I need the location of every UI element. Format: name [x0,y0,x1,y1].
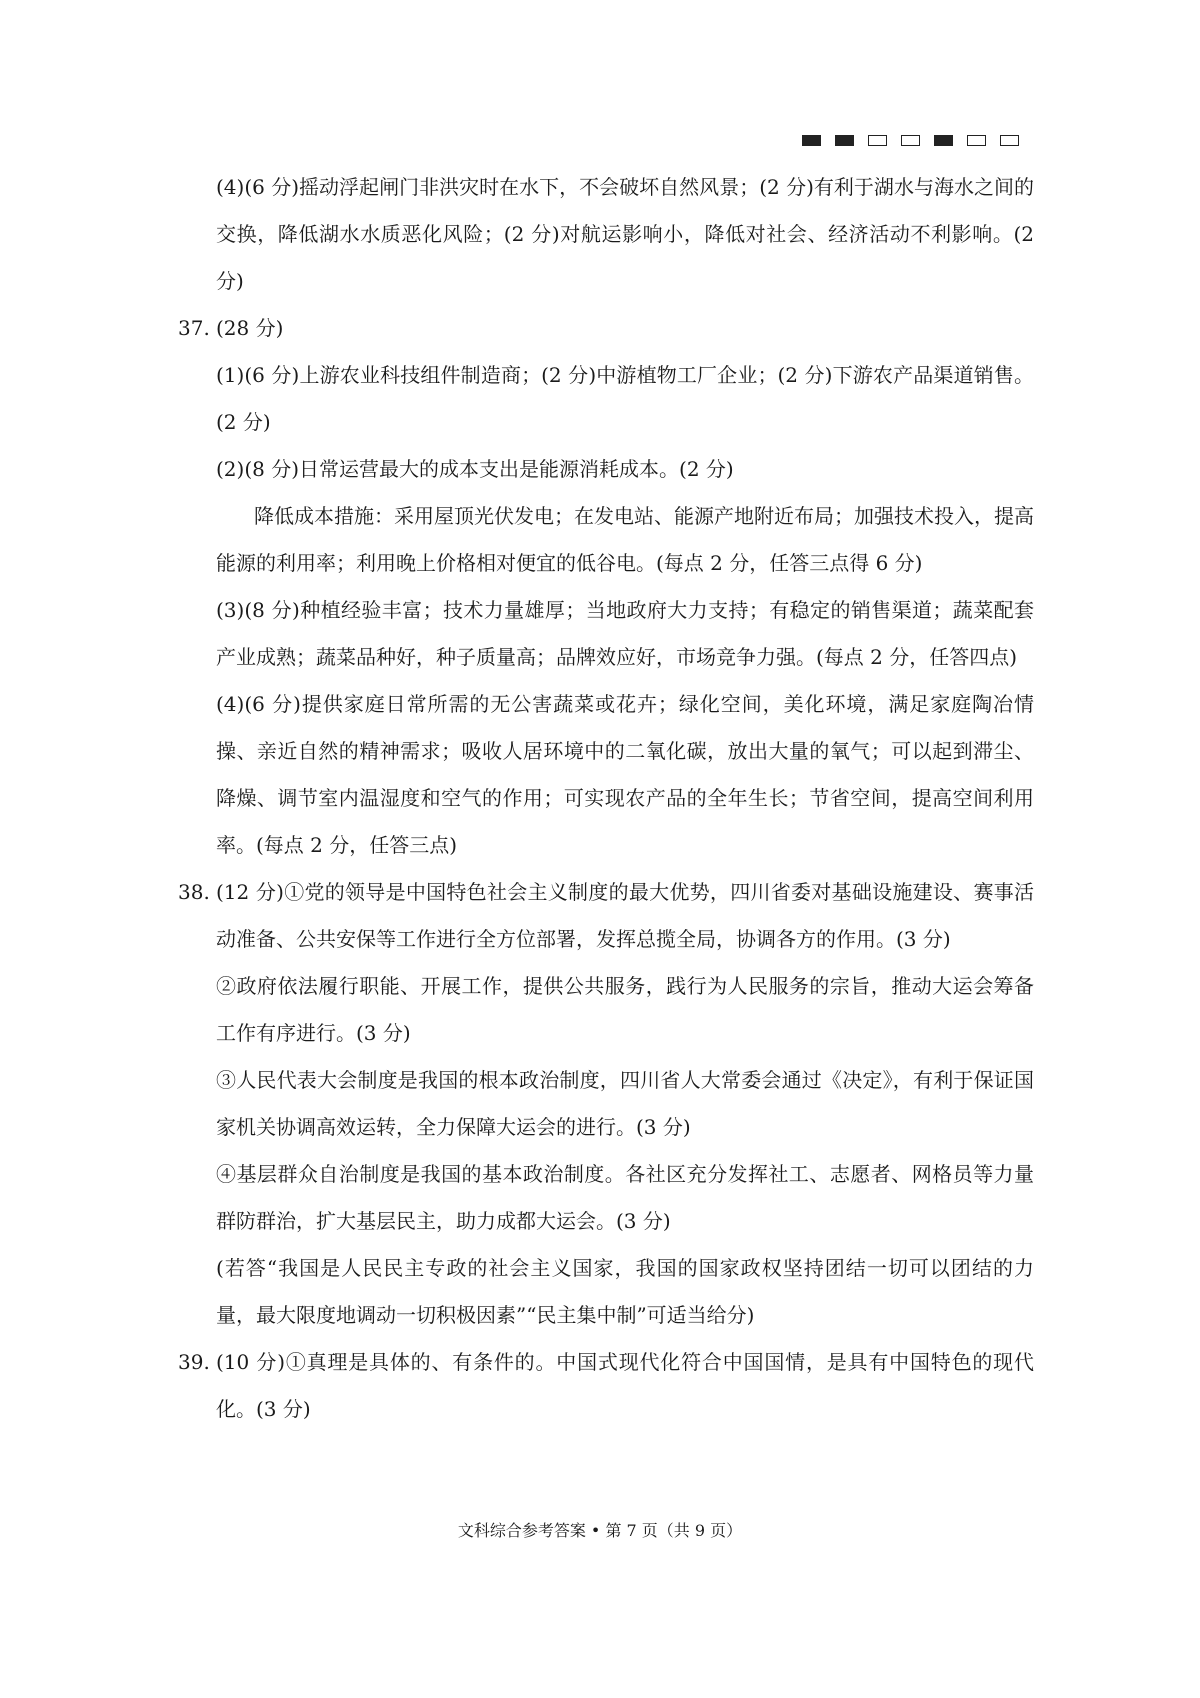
header-mark-empty [901,135,920,146]
q36-part4: (4)(6 分)摇动浮起闸门非洪灾时在水下，不会破坏自然风景；(2 分)有利于湖水与海水之间的交换，降低湖水水质恶化风险；(2 分)对航运影响小，降低对社会、经济活动不利影响。(2 分) [216,175,1034,293]
q37-heading [178,305,1034,352]
answer-content [178,164,1034,1433]
q39-text-1: (10 分)①真理是具体的、有条件的。中国式现代化符合中国国情，是具有中国特色的现代化。(3 分) [216,1350,1034,1421]
q38-number: 38. [178,880,210,904]
header-mark-filled [934,135,953,146]
q39-number: 39. [178,1350,210,1374]
q38-paragraph-5: (若答“我国是人民民主专政的社会主义国家，我国的国家政权坚持团结一切可以团结的力量，最大限度地调动一切积极因素”“民主集中制”可适当给分) [216,1256,1034,1327]
q37-part2: (2)(8 分)日常运营最大的成本支出是能源消耗成本。(2 分) [216,457,734,481]
q39-paragraph-1 [178,1339,1034,1433]
q38-text-1: (12 分)①党的领导是中国特色社会主义制度的最大优势，四川省委对基础设施建设、赛事活动准备、公共安保等工作进行全方位部署，发挥总揽全局，协调各方的作用。(3 分) [216,880,1034,951]
q37-number: 37. [178,316,210,340]
header-mark-empty [1000,135,1019,146]
page-footer: 文科综合参考答案 • 第 7 页（共 9 页） [457,1521,743,1540]
header-mark-empty [967,135,986,146]
header-mark-filled [802,135,821,146]
q37-part4: (4)(6 分)提供家庭日常所需的无公害蔬菜或花卉；绿化空间，美化环境，满足家庭陶冶情操、亲近自然的精神需求；吸收人居环境中的二氧化碳，放出大量的氧气；可以起到滞尘、降燥、调节室内温湿度和空气的作用；可实现农产品的全年生长；节省空间，提高空间利用率。(每点 2 分，任答三点) [216,692,1034,857]
q38-paragraph-1 [178,869,1034,963]
q38-paragraph-3: ③人民代表大会制度是我国的根本政治制度，四川省人大常委会通过《决定》，有利于保证国家机关协调高效运转，全力保障大运会的进行。(3 分) [216,1068,1034,1139]
q37-part3: (3)(8 分)种植经验丰富；技术力量雄厚；当地政府大力支持；有稳定的销售渠道；蔬菜配套产业成熟；蔬菜品种好，种子质量高；品牌效应好，市场竞争力强。(每点 2 分，任答四点) [216,598,1034,669]
q37-part1: (1)(6 分)上游农业科技组件制造商；(2 分)中游植物工厂企业；(2 分)下游农产品渠道销售。(2 分) [216,363,1034,434]
q37-part2-measures: 降低成本措施：采用屋顶光伏发电；在发电站、能源产地附近布局；加强技术投入，提高能源的利用率；利用晚上价格相对便宜的低谷电。(每点 2 分，任答三点得 6 分) [216,504,1034,575]
q38-paragraph-4: ④基层群众自治制度是我国的基本政治制度。各社区充分发挥社工、志愿者、网格员等力量群防群治，扩大基层民主，助力成都大运会。(3 分) [216,1162,1034,1233]
q37-title: (28 分) [216,316,284,340]
header-marks [802,135,1019,146]
q38-paragraph-2: ②政府依法履行职能、开展工作，提供公共服务，践行为人民服务的宗旨，推动大运会筹备工作有序进行。(3 分) [216,974,1034,1045]
header-mark-filled [835,135,854,146]
header-mark-empty [868,135,887,146]
